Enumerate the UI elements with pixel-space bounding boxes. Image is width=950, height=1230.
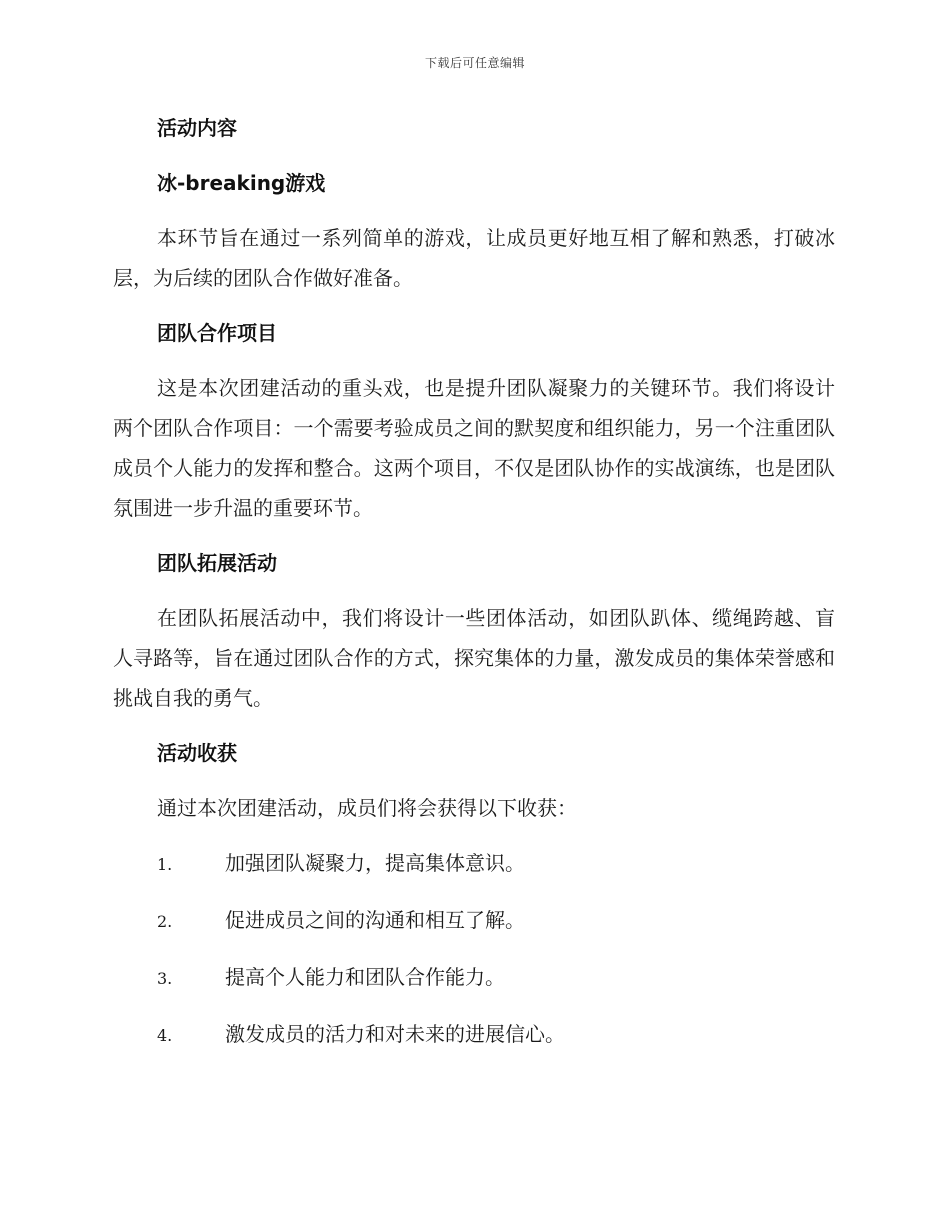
gains-list-item: [113, 957, 835, 999]
paragraph-icebreak: 本环节旨在通过一系列简单的游戏，让成员更好地互相了解和熟悉，打破冰层，为后续的团队合作做好准备。: [113, 226, 835, 290]
gains-list-item: [113, 1014, 835, 1056]
list-text: 促进成员之间的沟通和相互了解。: [225, 908, 525, 932]
gains-list-item: [113, 843, 835, 885]
gains-list-item: [113, 900, 835, 942]
page-header-note: 下载后可任意编辑: [424, 56, 525, 70]
list-number: 2.: [157, 912, 173, 931]
paragraph-teamwork: 这是本次团建活动的重头戏，也是提升团队凝聚力的关键环节。我们将设计两个团队合作项目：一个需要考验成员之间的默契度和组织能力，另一个注重团队成员个人能力的发挥和整合。这两个项目，不仅是团队协作的实战演练，也是团队氛围进一步升温的重要环节。: [113, 376, 835, 520]
list-number: 1.: [157, 855, 173, 874]
list-number: 4.: [157, 1026, 173, 1045]
heading-teamwork: 团队合作项目: [157, 321, 277, 345]
heading-expansion: 团队拓展活动: [157, 551, 277, 575]
document-body: [113, 108, 835, 1056]
paragraph-gains-intro: 通过本次团建活动，成员们将会获得以下收获：: [157, 796, 577, 820]
paragraph-expansion: 在团队拓展活动中，我们将设计一些团体活动，如团队趴体、缆绳跨越、盲人寻路等，旨在通过团队合作的方式，探究集体的力量，激发成员的集体荣誉感和挑战自我的勇气。: [113, 606, 835, 710]
heading-gains: 活动收获: [157, 741, 237, 765]
list-text: 激发成员的活力和对未来的进展信心。: [225, 1022, 565, 1046]
list-text: 提高个人能力和团队合作能力。: [225, 965, 505, 989]
list-number: 3.: [157, 969, 173, 988]
heading-activity-content: 活动内容: [157, 116, 237, 140]
heading-icebreak: 冰-breaking游戏: [157, 171, 326, 195]
list-text: 加强团队凝聚力，提高集体意识。: [225, 851, 525, 875]
